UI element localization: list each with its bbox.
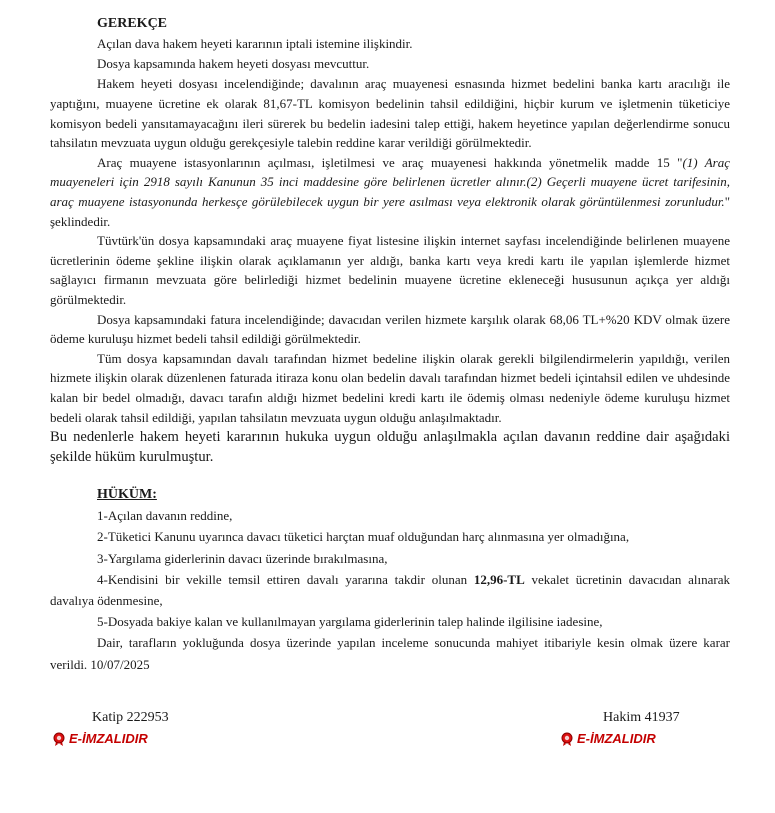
- clerk-e-signature: [52, 731, 169, 746]
- judge-name: Hakim 41937: [603, 710, 680, 725]
- judge-stamp-label: E-İMZALIDIR: [577, 731, 656, 746]
- paragraph-regulation: [50, 153, 730, 231]
- hukum-item-4-before: 4-Kendisini bir vekille temsil ettiren davalı yararına takdir olunan: [97, 571, 474, 587]
- gerekce-heading: GEREKÇE: [97, 16, 168, 31]
- regulation-quote: (1) Araç muayeneleri için 2918 sayılı Kanunun 35 inci maddesine göre belirlenen ücretler alınır.(2) Geçerli muayene ücret tarifesinin, araç muayene istasyonunda herkesçe görülebilecek uygun bir yere asılması veya elektronik olarak görüntülenmesi zorunludur.: [50, 154, 730, 209]
- paragraph-subject: Açılan dava hakem heyeti kararının iptali istemine ilişkindir.: [97, 36, 413, 51]
- paragraph-invoice: Dosya kapsamındaki fatura incelendiğinde; davacıdan verilen hizmete karşılık olarak 68,06 TL+%20 KDV olmak üzere ödeme kuruluşu hizmet bedeli tahsil edildiği görülmektedir.: [50, 311, 730, 347]
- clerk-name: Katip 222953: [92, 710, 169, 725]
- hukum-item-4: [50, 569, 730, 611]
- hukum-item-2: 2-Tüketici Kanunu uyarınca davacı tüketici harçtan muaf olduğundan harç alınmasına yer olmadığına,: [97, 529, 630, 545]
- signature-clerk: [69, 709, 169, 746]
- hukum-item-1: 1-Açılan davanın reddine,: [97, 508, 233, 524]
- hukum-item-5: 5-Dosyada bakiye kalan ve kullanılmayan yargılama giderlerinin talep halinde ilgilisine iadesine,: [97, 614, 603, 630]
- signature-block: [0, 709, 775, 753]
- paragraph-conclusion: [50, 349, 730, 427]
- regulation-intro: Araç muayene istasyonlarının açılması, işletilmesi ve araç muayenesi hakkında yönetmelik madde 15 ": [97, 154, 683, 170]
- closing-paragraph: Dair, tarafların yokluğunda dosya üzerinde yapılan inceleme sonucunda mahiyet itibariyle kesin olmak üzere karar verildi. 10/07/2025: [50, 635, 730, 672]
- judge-e-signature: [560, 731, 680, 746]
- paragraph-committee-review: Hakem heyeti dosyası incelendiğinde; davalının araç muayenesi esnasında hizmet bedelini banka kartı aracılığı ile yaptığını, muayene ücretine ek olarak 81,67-TL komisyon bedelinin tahsil edildiğini, hiçbir kurum ve işletmenin tüketiciye komisyon bedeli yansıtamayacağını ileri sürerek bu bedelin iadesini talep ettiği, hakem heyetince yapılan değerlendirme sonucu tahsilatın mevzuata uygun olduğu gerekçesiyle talebin reddine karar verildiği görülmektedir.: [50, 76, 730, 151]
- conclusion-part1: Tüm dosya kapsamından davalı tarafından hizmet bedeline ilişkin olarak gerekli bilgilendirmelerin yapıldığı, verilen hizmete ilişkin olarak düzenlenen faturada itiraza konu olan bedelin davalı tarafından hizmet bedeli içintahsil edilen ve uhdesinde kalan bir bedel olmadığı, davacı tarafın aldığı hizmet bedelini kredi kartı ile ödemiş olması nedeniyle ödeme kuruluşu hizmet bedeli olarak tahsil edildiği, yapılan tahsilatın mevzuata uygun olduğu anlaşılmaktadır.: [50, 350, 730, 425]
- paragraph-conclusion-cont: [50, 427, 730, 467]
- signature-judge: [577, 709, 680, 746]
- paragraph-tuvturk: Tüvtürk'ün dosya kapsamındaki araç muayene fiyat listesine ilişkin internet sayfası incelendiğinde belirlenen muayene ücretlerinin ödeme şekline ilişkin olarak açıklamanın yer aldığı, banka kartı veya kredi kartı ile yapılan işlemlerde hizmet sağlayıcı firmanın mevzuata göre belirlediği hizmet bedelinin muayene ücretine ekleneceği hususunun açıkça yer aldığı görülmektedir.: [50, 233, 730, 307]
- conclusion-part2: Bu nedenlerle hakem heyeti kararının hukuka uygun olduğu anlaşılmakla açılan davanın reddine dair aşağıdaki şekilde hüküm kurulmuştur.: [50, 429, 730, 466]
- paragraph-file-content: Dosya kapsamında hakem heyeti dosyası mevcuttur.: [97, 56, 370, 72]
- seal-icon: [52, 732, 66, 746]
- clerk-stamp-label: E-İMZALIDIR: [69, 731, 148, 746]
- regulation-outro: " şeklindedir.: [50, 193, 730, 229]
- hukum-heading: HÜKÜM:: [97, 487, 157, 503]
- document-body: [50, 14, 730, 675]
- hukum-item-4-amount: 12,96-TL: [473, 571, 525, 587]
- hukum-item-4-after: vekalet ücretinin davacıdan alınarak davalıya ödenmesine,: [50, 571, 730, 608]
- seal-icon: [560, 732, 574, 746]
- hukum-item-3: 3-Yargılama giderlerinin davacı üzerinde bırakılmasına,: [97, 550, 388, 566]
